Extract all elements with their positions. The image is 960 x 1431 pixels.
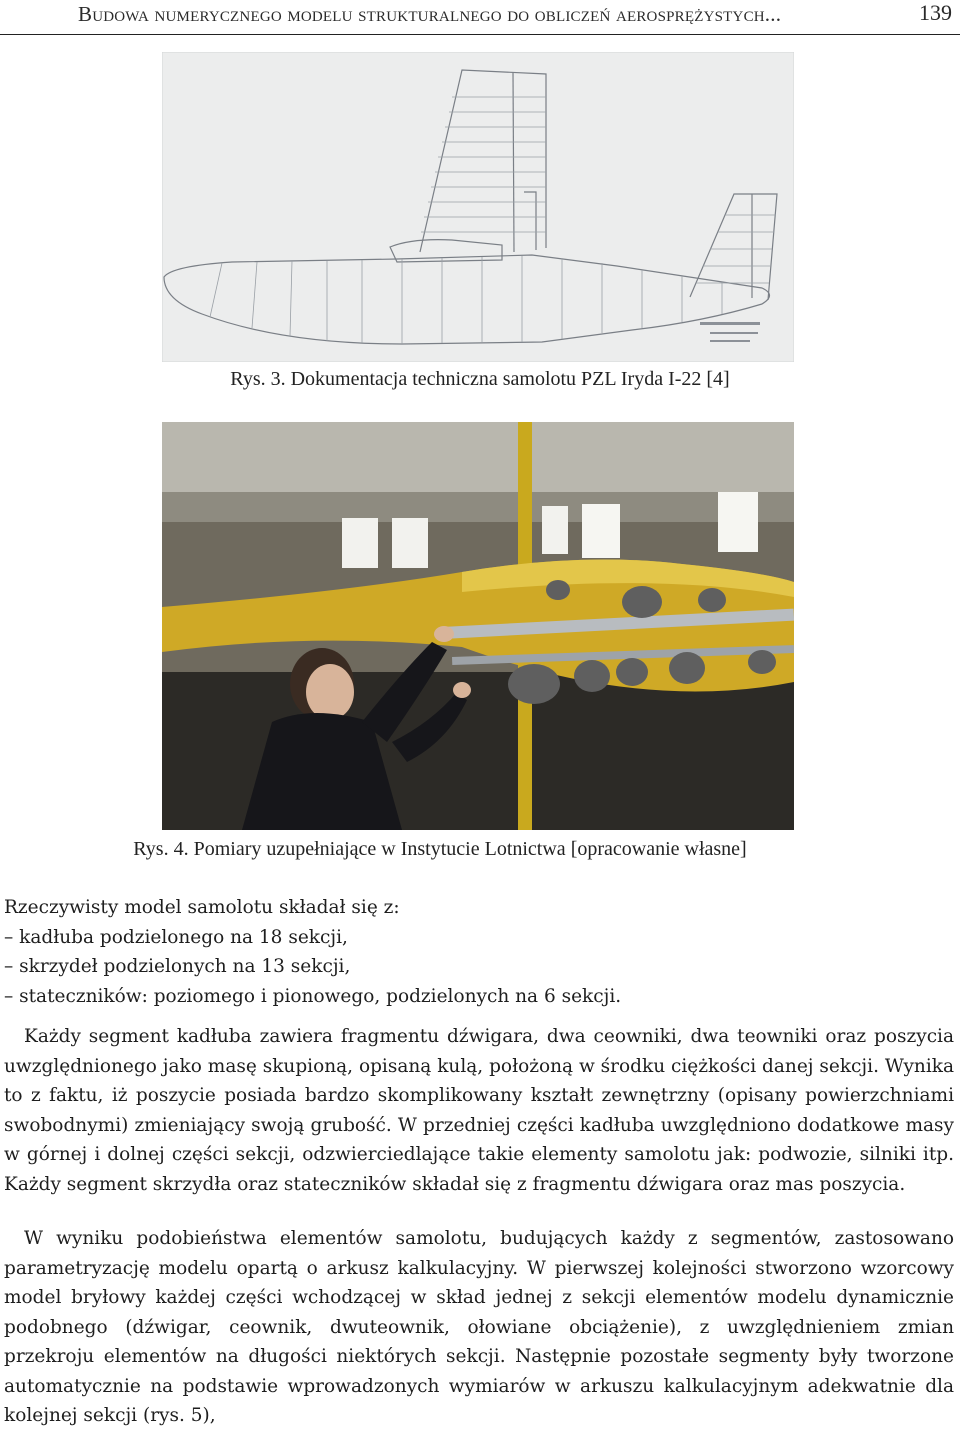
page-number: 139	[919, 0, 952, 25]
technical-drawing-image	[162, 52, 794, 362]
figure-technical-drawing	[162, 52, 794, 362]
list-item: – stateczników: poziomego i pionowego, podzielonych na 6 sekcji.	[4, 985, 622, 1007]
figure-caption-3: Rys. 3. Dokumentacja techniczna samolotu PZL Iryda I-22 [4]	[230, 368, 730, 390]
measurement-photo-image	[162, 422, 794, 830]
list-lead: Rzeczywisty model samolotu składał się z:	[4, 897, 400, 918]
list-item: – skrzydeł podzielonych na 13 sekcji,	[4, 956, 351, 977]
figure-measurement-photo	[162, 422, 794, 830]
running-header-title: Budowa numerycznego modelu strukturalnego do obliczeń aerosprężystych...	[78, 2, 782, 26]
figure-caption-4: Rys. 4. Pomiary uzupełniające w Instytucie Lotnictwa [opracowanie własne]	[133, 838, 747, 860]
list-item: – kadłuba podzielonego na 18 sekcji,	[4, 926, 348, 948]
paragraph-parametrization: W wyniku podobieństwa elementów samolotu, budujących każdy z segmentów, zastosowano parametryzację modelu opartą o arkusz kalkulacyjny. W pierwszej kolejności stworzono wzorcowy model bryłowy każdej części wchodzącej w skład jednej z sekcji elementów modelu dynamicznie podobnego (dźwigar, ceownik, dwuteownik, ołowiane obciążenie), z uwzględnieniem zmian przekroju elementów na długości niektórych sekcji. Następnie pozostałe segmenty były tworzone automatycznie na podstawie wprowadzonych wymiarów w arkuszu kalkulacyjnym adekwatnie dla kolejnej sekcji (rys. 5),	[4, 1228, 954, 1426]
running-header	[0, 0, 960, 35]
model-sections-list	[4, 893, 954, 1011]
paragraph-segments: Każdy segment kadłuba zawiera fragmentu dźwigara, dwa ceowniki, dwa teowniki oraz poszycia uwzględnionego jako masę skupioną, opisaną kulą, położoną w środku ciężkości danej sekcji. Wynika to z faktu, iż poszycie posiada bardzo skomplikowany kształt zewnętrzny (opisany powierzchniami swobodnymi) zmieniający swoją grubość. W przedniej części kadłuba uwzględniono dodatkowe masy w górnej i dolnej części sekcji, odzwierciedlające takie elementy samolotu jak: podwozie, silniki itp. Każdy segment skrzydła oraz stateczników składał się z fragmentu dźwigara oraz mas poszycia.	[4, 1026, 954, 1195]
